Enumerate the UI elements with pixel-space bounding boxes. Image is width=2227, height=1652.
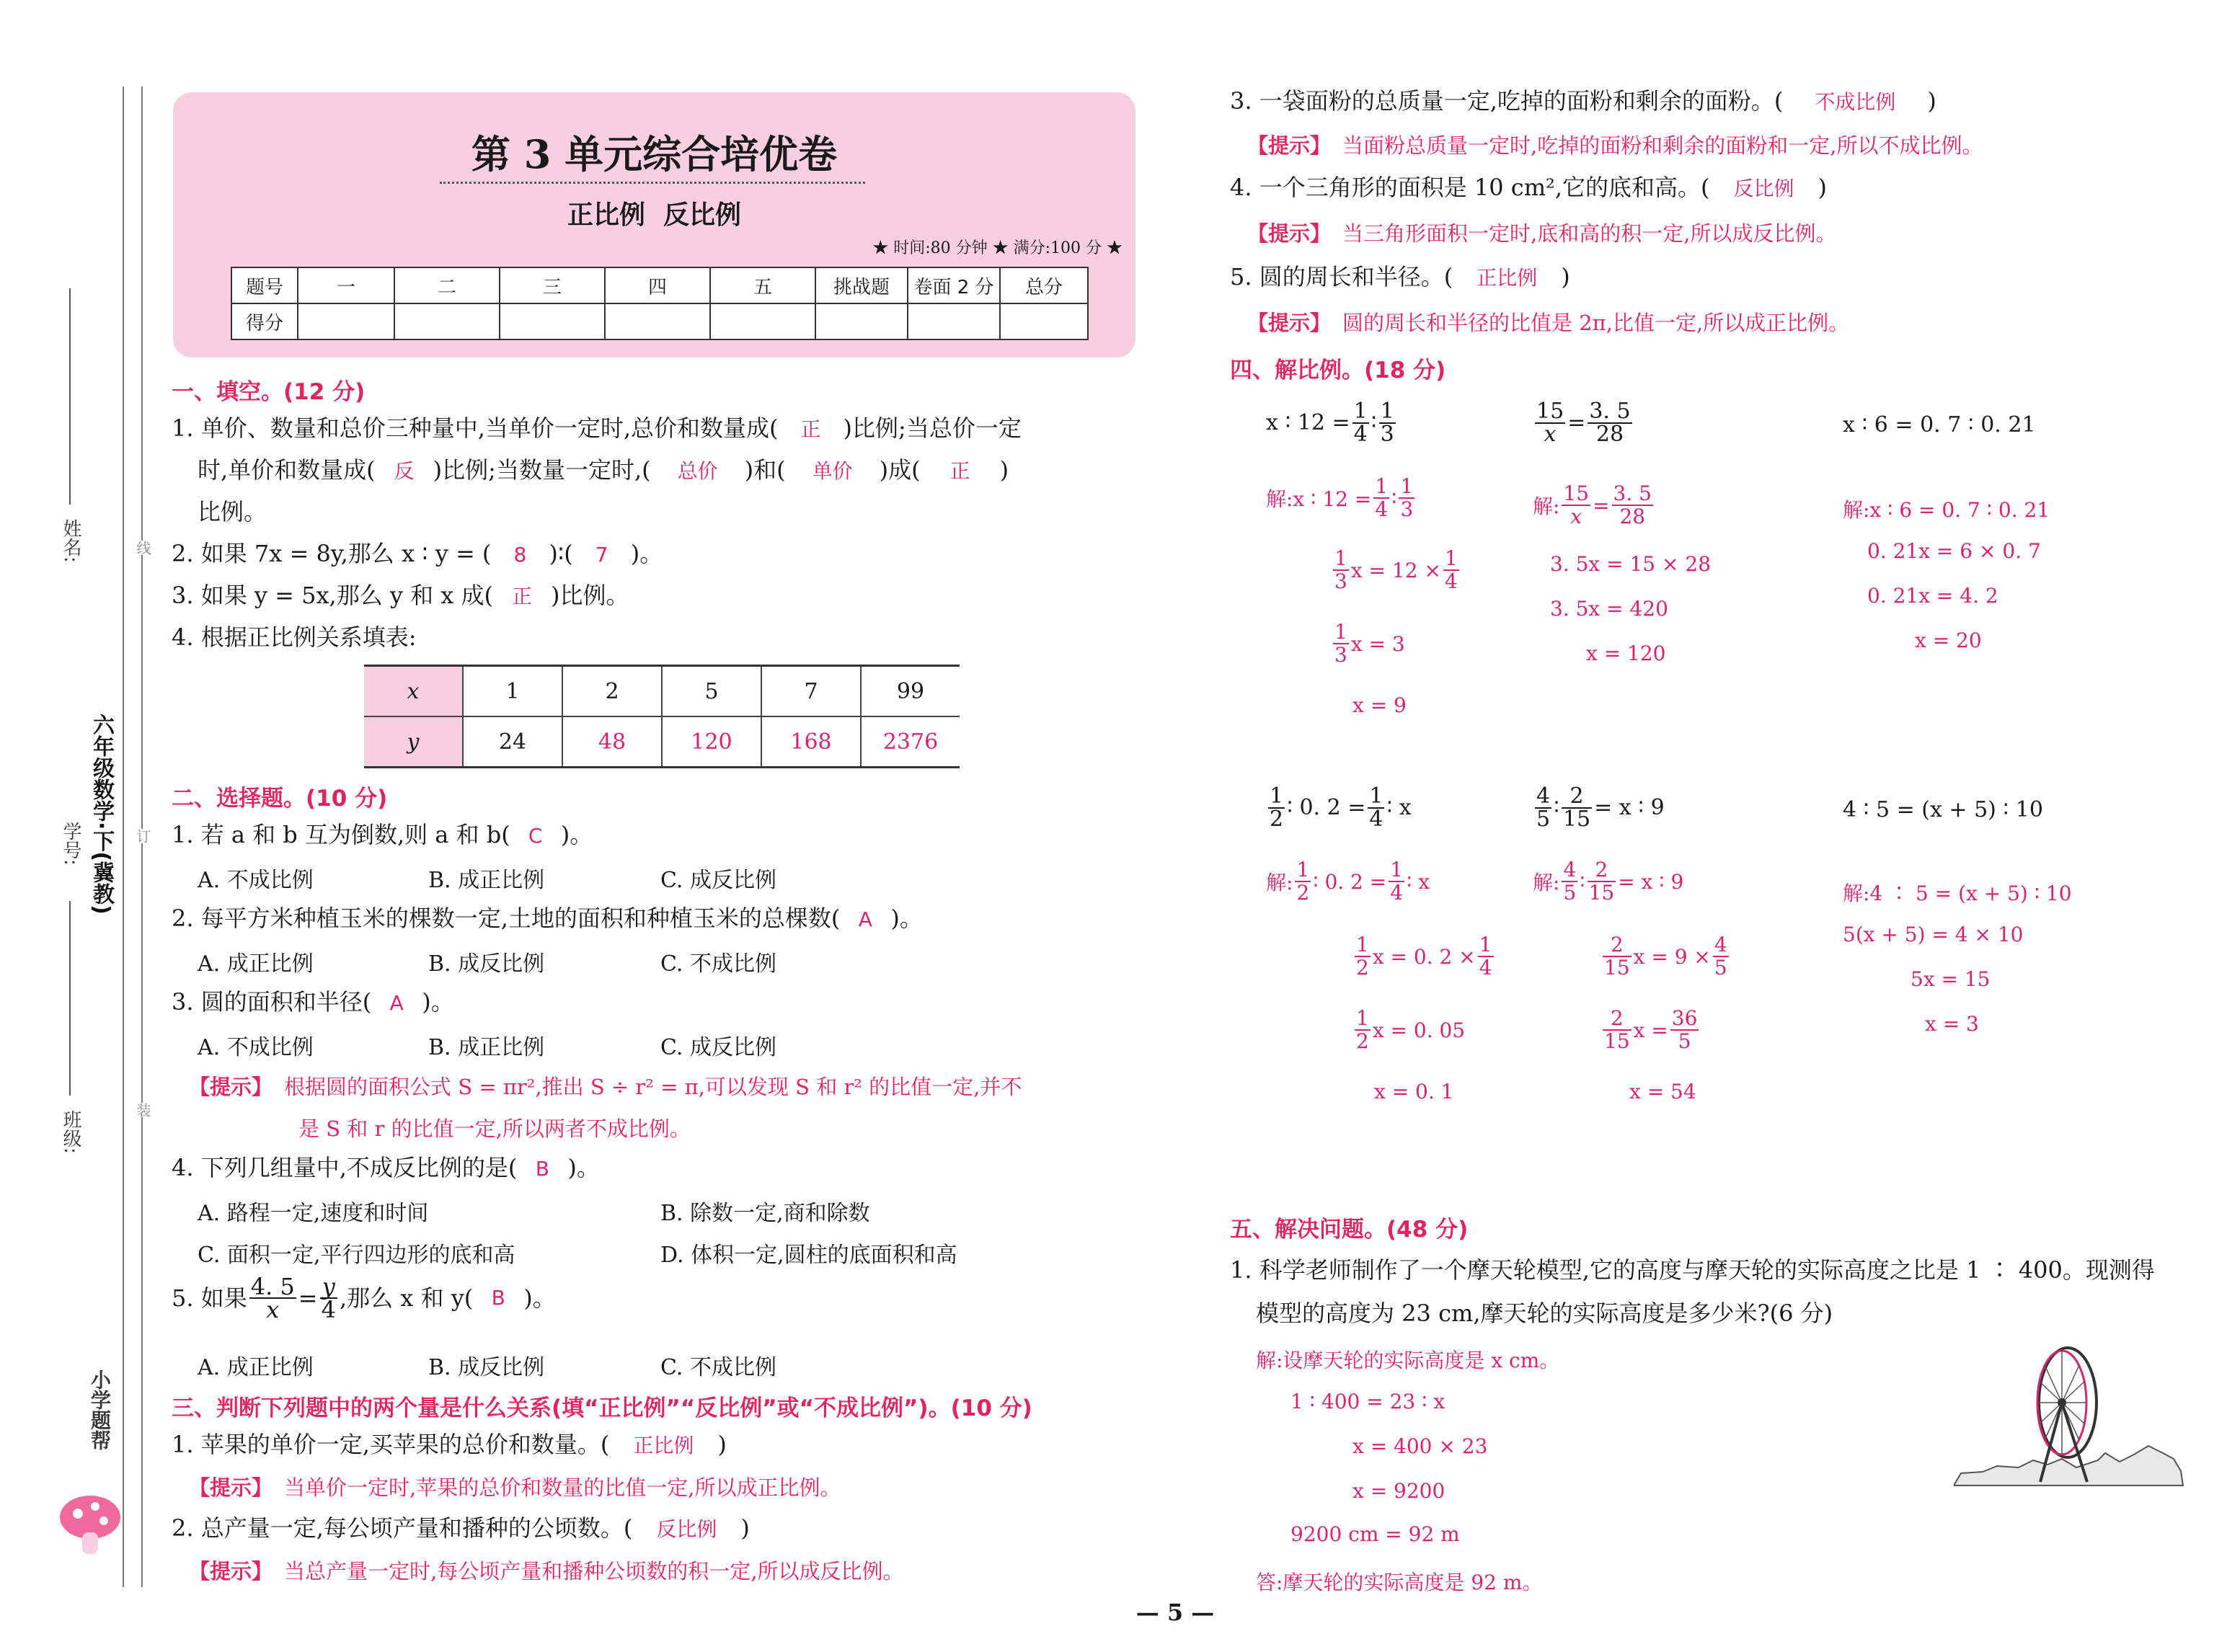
s4-p3-step1: 解:x ∶ 6 = 0. 7 ∶ 0. 21 [1843, 498, 2050, 522]
answer: B [535, 1157, 549, 1181]
s4-p2-step1: 解: $\frac{15}{x}$ = $\frac{3. 5}{28}$ [1533, 481, 1652, 528]
table-x-label: x [364, 666, 463, 717]
s4-p6-question: 4 ∶ 5 = (x + 5) ∶ 10 [1843, 797, 2043, 822]
s3-q4-hint: 【提示】 当三角形面积一定时,底和高的积一定,所以成反比例。 [1247, 221, 1837, 246]
score-cell[interactable] [1000, 303, 1088, 339]
score-cell[interactable] [298, 303, 394, 339]
binding-class-label: 班级: [60, 1110, 81, 1154]
s2-q2-opt-c[interactable]: C. 不成比例 [660, 951, 776, 977]
s2-q1: 1. 若 a 和 b 互为倒数,则 a 和 b( C )。 [172, 820, 593, 851]
s3-q2-hint: 【提示】 当总产量一定时,每公顷产量和播种公顷数的积一定,所以成反比例。 [189, 1559, 904, 1584]
s4-p5-step2: 2 15 x = 9 × $\frac{4}{5}$ [1604, 933, 1727, 980]
s2-q3-opt-c[interactable]: C. 成反比例 [660, 1035, 776, 1060]
answer: 反比例 [656, 1517, 717, 1541]
s3-q1: 1. 苹果的单价一定,买苹果的总价和数量。( 正比例 ) [172, 1430, 727, 1460]
s4-p4-step4: x = 0. 1 [1374, 1080, 1454, 1103]
s4-p3-step2: 0. 21x = 6 × 0. 7 [1867, 539, 2041, 563]
s4-p3-step3: 0. 21x = 4. 2 [1867, 584, 1998, 608]
score-cell[interactable] [815, 303, 908, 339]
score-col: 挑战题 [815, 267, 908, 303]
answer: 7 [595, 543, 608, 567]
s2-q5-opt-c[interactable]: C. 不成比例 [660, 1355, 776, 1380]
answer: 反比例 [1733, 177, 1794, 200]
answer: B [491, 1286, 505, 1310]
s4-p4-step3: 1 2 x = 0. 05 [1356, 1006, 1466, 1053]
s2-q5-opt-b[interactable]: B. 成反比例 [428, 1355, 545, 1380]
s3-q4: 4. 一个三角形的面积是 10 cm²,它的底和高。( 反比例 ) [1230, 173, 1827, 203]
table-y-answer: 48 [562, 716, 662, 768]
s2-q5-opt-a[interactable]: A. 成正比例 [198, 1355, 314, 1380]
s3-q5: 5. 圆的周长和半径。( 正比例 ) [1230, 262, 1570, 293]
s4-p1-step1: 解:x ∶ 12 = $\frac{1}{4}$ ∶ 1 3 [1266, 474, 1414, 521]
s2-q1-opt-c[interactable]: C. 成反比例 [660, 868, 776, 893]
s4-p4-step2: 1 2 x = 0. 2 × $\frac{1}{4}$ [1356, 933, 1492, 980]
title-divider [440, 182, 865, 184]
answer: 不成比例 [1815, 90, 1896, 114]
score-col: 二 [394, 267, 500, 303]
s2-q4-opt-a[interactable]: A. 路程一定,速度和时间 [198, 1201, 429, 1226]
s3-q5-hint: 【提示】 圆的周长和半径的比值是 2π,比值一定,所以成正比例。 [1247, 311, 1850, 335]
s2-q4-opt-c[interactable]: C. 面积一定,平行四边形的底和高 [198, 1243, 515, 1268]
score-col: 总分 [1000, 267, 1088, 303]
s2-q5: 5. 如果 $\frac{4. 5}{x}$ = $\frac{y}{4}$ ,那么 x 和 y( B )。 [172, 1273, 556, 1323]
s4-p5-step1: 解: 4 5 ∶ $\frac{2}{15}$ = x ∶ 9 [1533, 858, 1684, 905]
s4-p2-step3: 3. 5x = 420 [1550, 597, 1668, 621]
answer: 正 [800, 417, 821, 441]
s3-q3-hint: 【提示】 当面粉总质量一定时,吃掉的面粉和剩余的面粉和一定,所以不成比例。 [1247, 133, 1983, 158]
s4-p4-question: 1 2 ∶ 0. 2 = $\frac{1}{4}$ ∶ x [1270, 783, 1412, 832]
page-number: — 5 — [1135, 1599, 1215, 1626]
name-line [69, 288, 71, 505]
s2-q4-opt-d[interactable]: D. 体积一定,圆柱的底面积和高 [660, 1243, 957, 1268]
score-cell[interactable] [394, 303, 500, 339]
table-y-cell: 24 [463, 716, 562, 768]
score-cell[interactable] [710, 303, 815, 339]
s2-q2: 2. 每平方米种植玉米的棵数一定,土地的面积和种植玉米的总棵数( A )。 [172, 904, 923, 934]
table-y-answer: 2376 [861, 716, 960, 768]
page-title: 第 3 单元综合培优卷 [471, 131, 838, 177]
ferris-wheel-icon [1954, 1345, 2184, 1489]
s2-q2-opt-b[interactable]: B. 成反比例 [428, 951, 545, 977]
s2-q3-hint-line2: 是 S 和 r 的比值一定,所以两者不成比例。 [298, 1116, 691, 1141]
s2-q1-opt-b[interactable]: B. 成正比例 [428, 868, 545, 893]
score-col: 四 [605, 267, 710, 303]
score-col: 题号 [231, 267, 298, 303]
s4-p3-step4: x = 20 [1915, 629, 1982, 652]
table-x-cell: 7 [761, 666, 861, 717]
table-x-cell: 99 [861, 666, 960, 717]
table-y-answer: 120 [662, 716, 761, 768]
s4-p6-step2: 5(x + 5) = 4 × 10 [1843, 923, 2024, 946]
answer: A [389, 991, 404, 1015]
answer: 单价 [812, 459, 853, 483]
cut-mark-ding: 订 [133, 829, 154, 843]
proportion-table [364, 665, 960, 768]
answer: 正 [949, 459, 970, 483]
s4-p2-step4: x = 120 [1586, 641, 1666, 665]
s5-sol-2: 1 ∶ 400 = 23 ∶ x [1290, 1390, 1445, 1413]
binding-school: 小学题帮 [88, 1369, 112, 1450]
answer: C [528, 824, 543, 848]
s3-q3: 3. 一袋面粉的总质量一定,吃掉的面粉和剩余的面粉。( 不成比例 ) [1230, 86, 1936, 117]
s5-q1-line1: 1. 科学老师制作了一个摩天轮模型,它的高度与摩天轮的实际高度之比是 1 ∶ 400。现测得 [1230, 1256, 2155, 1284]
answer: 正比例 [1476, 266, 1538, 290]
table-x-cell: 5 [662, 666, 761, 717]
s4-p1-step3: 1 3 x = 3 [1334, 620, 1405, 667]
score-col: 一 [298, 267, 394, 303]
score-cell[interactable] [500, 303, 605, 339]
score-table [231, 267, 1089, 340]
s5-sol-5: 9200 cm = 92 m [1290, 1522, 1460, 1546]
score-cell[interactable] [908, 303, 1000, 339]
s4-p1-step2: 1 3 x = 12 × $\frac{1}{4}$ [1334, 546, 1458, 593]
answer: 总价 [677, 459, 718, 483]
s4-p6-step4: x = 3 [1925, 1012, 1979, 1036]
fraction: $\frac{4. 5}{x}$ [250, 1273, 295, 1323]
section-2-title: 二、选择题。(10 分) [172, 786, 388, 812]
s2-q3-hint-line1: 【提示】 根据圆的面积公式 S = πr²,推出 S ÷ r² = π,可以发现 S 和 r² 的比值一定,并不 [189, 1075, 1022, 1099]
s1-q1-line1: 1. 单价、数量和总价三种量中,当单价一定时,总价和数量成( 正 )比例;当总价一定 [172, 414, 1022, 444]
s2-q3-opt-a[interactable]: A. 不成比例 [198, 1035, 314, 1060]
s1-q1-line3: 比例。 [198, 498, 267, 525]
score-col: 五 [710, 267, 815, 303]
s1-q4: 4. 根据正比例关系填表: [172, 623, 417, 651]
s4-p6-step1: 解:4 ∶ 5 = (x + 5) ∶ 10 [1843, 881, 2072, 905]
score-cell[interactable] [605, 303, 710, 339]
table-y-answer: 168 [761, 716, 861, 768]
score-row-label: 得分 [231, 303, 298, 339]
cut-mark-zhuang: 装 [133, 1103, 154, 1117]
s2-q4: 4. 下列几组量中,不成反比例的是( B )。 [172, 1153, 600, 1184]
binding-line-outer [123, 86, 124, 1587]
s4-p2-step2: 3. 5x = 15 × 28 [1550, 552, 1712, 576]
section-4-title: 四、解比例。(18 分) [1230, 358, 1446, 383]
s2-q1-opt-a[interactable]: A. 不成比例 [198, 868, 314, 893]
s4-p4-step1: 解: 1 2 ∶ 0. 2 = $\frac{1}{4}$ ∶ x [1266, 858, 1430, 905]
s5-sol-1: 解:设摩天轮的实际高度是 x cm。 [1256, 1349, 1560, 1372]
binding-grade: 六年级数学·下(冀教) [89, 714, 114, 915]
s4-p6-step3: 5x = 15 [1911, 967, 1991, 991]
s4-p5-step4: x = 54 [1629, 1080, 1696, 1103]
s1-q3: 3. 如果 y = 5x,那么 y 和 x 成( 正 )比例。 [172, 581, 629, 611]
s4-p5-step3: 2 15 x = $\frac{36}{5}$ [1604, 1006, 1698, 1053]
s1-q2: 2. 如果 7x = 8y,那么 x ∶ y = ( 8 )∶( 7 )。 [172, 539, 663, 569]
s5-sol-6: 答:摩天轮的实际高度是 92 m。 [1256, 1571, 1543, 1594]
s2-q4-opt-b[interactable]: B. 除数一定,商和除数 [660, 1201, 870, 1226]
section-5-title: 五、解决问题。(48 分) [1230, 1217, 1469, 1243]
s4-p1-step4: x = 9 [1352, 693, 1407, 717]
binding-name-label: 姓名: [60, 519, 81, 563]
cut-mark-line: 线 [133, 541, 154, 555]
fraction: $\frac{y}{4}$ [321, 1273, 336, 1323]
table-y-label: y [364, 716, 463, 768]
section-3-title: 三、判断下列题中的两个量是什么关系(填“正比例”“反比例”或“不成比例”)。(10 分) [172, 1395, 1032, 1421]
mushroom-logo-icon [50, 1485, 130, 1564]
exam-meta: ★ 时间:80 分钟 ★ 满分:100 分 ★ [872, 239, 1123, 257]
answer: 8 [513, 543, 527, 567]
s4-p2-question: $\frac{15}{x}$ = $\frac{3. 5}{28}$ [1536, 399, 1631, 447]
answer: 反 [394, 459, 415, 483]
s5-q1-line2: 模型的高度为 23 cm,摩天轮的实际高度是多少米?(6 分) [1256, 1300, 1833, 1327]
s1-q1-line2: 时,单价和数量成( 反 )比例;当数量一定时,( 总价 )和( 单价 )成( 正 ) [198, 456, 1009, 486]
s2-q3-opt-b[interactable]: B. 成正比例 [428, 1035, 545, 1060]
s2-q3: 3. 圆的面积和半径( A )。 [172, 987, 454, 1018]
s3-q2: 2. 总产量一定,每公顷产量和播种的公顷数。( 反比例 ) [172, 1514, 750, 1544]
s4-p5-question: 4 5 ∶ $\frac{2}{15}$ = x ∶ 9 [1536, 783, 1665, 832]
answer: A [858, 907, 872, 931]
table-x-cell: 2 [562, 666, 662, 717]
s5-sol-4: x = 9200 [1352, 1479, 1445, 1503]
s3-q1-hint: 【提示】 当单价一定时,苹果的总价和数量的比值一定,所以成正比例。 [189, 1475, 841, 1500]
table-x-cell: 1 [463, 666, 562, 717]
s4-p3-question: x ∶ 6 = 0. 7 ∶ 0. 21 [1843, 412, 2036, 438]
s5-sol-3: x = 400 × 23 [1352, 1434, 1488, 1458]
section-1-title: 一、填空。(12 分) [172, 379, 366, 405]
answer: 正比例 [633, 1434, 694, 1457]
score-col: 三 [500, 267, 605, 303]
score-col: 卷面 2 分 [908, 267, 1000, 303]
s4-p1-question: x ∶ 12 = $\frac{1}{4}$ ∶ 1 3 [1266, 399, 1394, 447]
answer: 正 [511, 585, 532, 608]
page-subtitle: 正比例 反比例 [567, 200, 742, 230]
class-line [69, 901, 71, 1096]
s2-q2-opt-a[interactable]: A. 成正比例 [198, 951, 314, 977]
binding-id-label: 学号: [60, 822, 81, 866]
